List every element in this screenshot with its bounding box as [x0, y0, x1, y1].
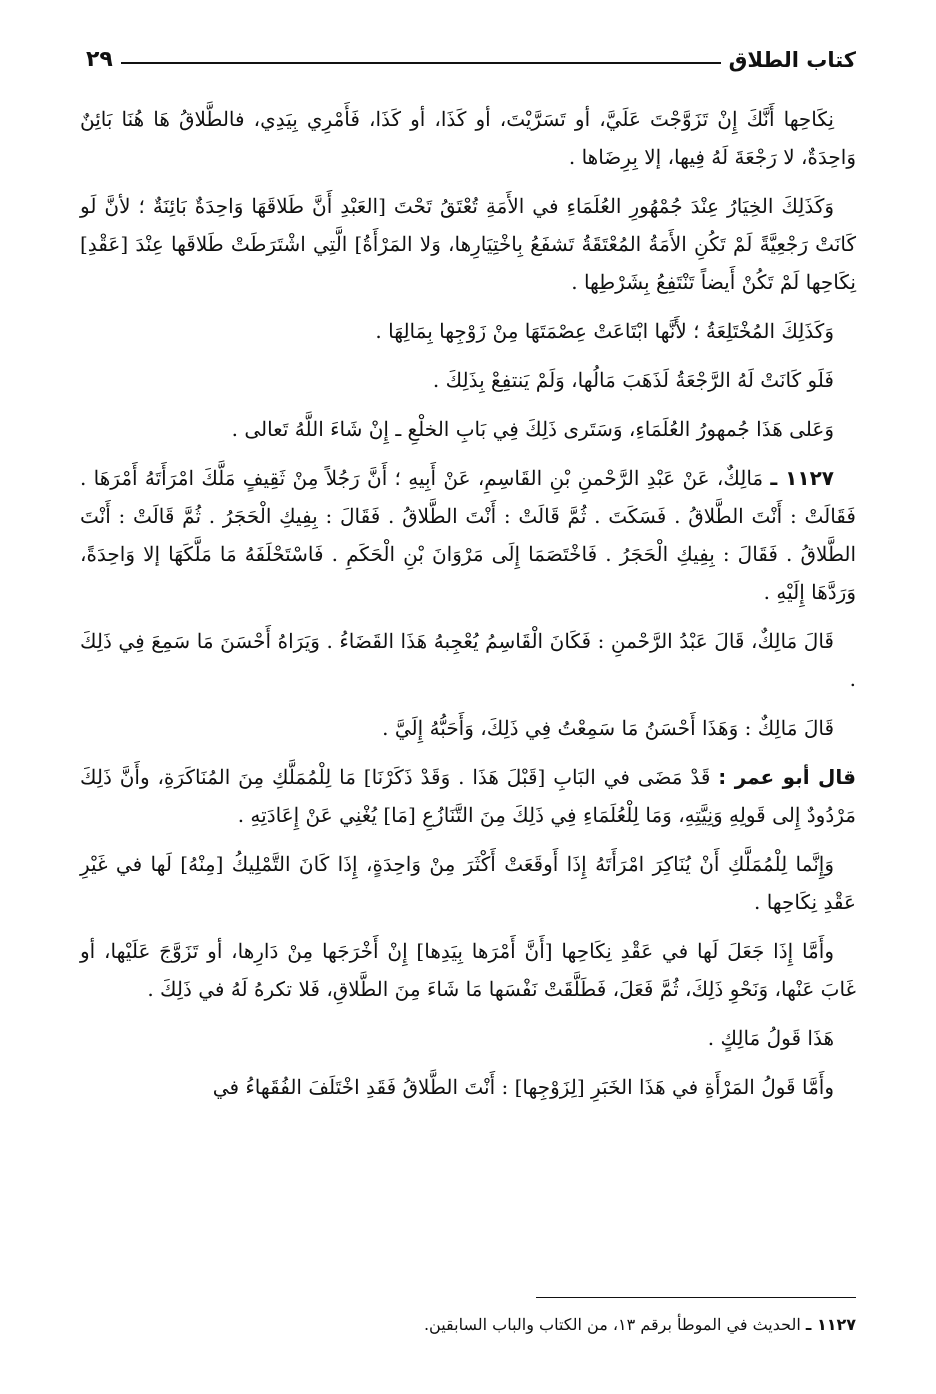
hadith-paragraph: ١١٢٧ ـ مَالِكٌ، عَنْ عَبْدِ الرَّحْمنِ بْنِ القَاسِمِ، عَنْ أَبِيهِ ؛ أَنَّ رَجُلاً مِنْ ثَقِيفٍ مَلَّكَ امْرَأَتَهُ أَمْرَهَا . فَقَالَتْ : أَنْتَ الطَّلاقُ . فَسَكَتَ . ثُمَّ قَالَتْ : أَنْتَ الطَّلاقُ . فَقَالَ : بِفِيكِ الْحَجَرُ . ثُمَّ قَالَتْ : أَنْتَ الطَّلاقُ . فَقَالَ : بِفِيكِ الْحَجَرُ . فَاخْتَصَمَا إِلَى مَرْوَانَ بْنِ الْحَكَمِ . فَاسْتَحْلَفَهُ مَا مَلَّكَهَا إلا وَاحِدَةً، وَرَدَّهَا إِلَيْهِ .	[80, 466, 857, 604]
commentary-paragraph: قال أبو عمر : قَدْ مَضَى في البَابِ [قَبْلَ هَذَا . وَقَدْ ذَكَرْنَا] مَا لِلْمُمَلَّكِ مِنَ المُنَاكَرَةِ، وأَنَّ ذَلِكَ مَرْدُودٌ إِلى قَولِهِ وَنِيَّتِهِ، وَمَا لِلْعُلَمَاءِ فِي ذَلِكَ مِنَ التَّنَازُعِ [مَا] يُغْنِي عَنْ إِعَادَتِهِ .	[80, 765, 857, 827]
footnote-rule	[536, 1297, 856, 1298]
running-header	[86, 36, 856, 72]
main-text	[80, 100, 856, 1117]
footnote	[80, 1312, 856, 1338]
paragraph: وَإِنَّما لِلْمُمَلَّكِ أَنْ يُنَاكِرَ امْرَأَتَهُ إِذَا أَوقَعَتْ أَكْثَرَ مِنْ وَاحِدَةٍ، إِذَا كَانَ التَّمْلِيكُ [مِنْهُ] لَها في غَيْرِ عَقْدِ نِكَاحِها .	[80, 852, 856, 914]
paragraph: وَعَلى هَذَا جُمهورُ العُلَمَاءِ، وَسَتَرى ذَلِكَ فِي بَابِ الخلْعِ ـ إِنْ شَاءَ اللَّهُ تَعالى .	[231, 417, 834, 441]
paragraph: وأَمَّا قَولُ المَرْأَةِ في هَذَا الخَبَرِ [لِزَوْجِها] : أَنْتَ الطَّلاقُ فَقَدِ اخْتَلَفَ الفُقَهاءُ في	[212, 1075, 834, 1099]
hadith-number: ١١٢٧ ـ	[770, 466, 834, 490]
footnote-number: ١١٢٧ ـ	[805, 1315, 856, 1334]
paragraph: نِكَاحِها أَنَّكَ إِنْ تَزَوَّجْتَ عَلَيَّ، أو تَسَرَّيْتَ، أو كَذَا، أو كَذَا، فَأَمْرِي بِيَدِي، فالطَّلاقُ هَا هُنَا بَائِنٌ وَاحِدَةٌ، لا رَجْعَةَ لَهُ فِيها، إلا بِرِضَاها .	[80, 107, 856, 169]
paragraph: قَالَ مَالِكٌ : وَهَذَا أَحْسَنُ مَا سَمِعْتُ فِي ذَلِكَ، وَأَحَبُّهُ إِلَيَّ .	[382, 716, 834, 740]
paragraph: وَكَذَلِكَ المُخْتَلِعَةُ ؛ لأَنَّها ابْتَاعَتْ عِصْمَتَهَا مِنْ زَوْجِها بِمَالِهَا .	[375, 319, 834, 343]
footnote-text: الحديث في الموطأ برقم ١٣، من الكتاب والباب السابقين.	[423, 1315, 801, 1334]
page-number: ٢٩	[86, 47, 113, 72]
paragraph: هَذَا قَولُ مَالِكٍ .	[707, 1026, 834, 1050]
paragraph: قَالَ مَالِكٌ، قَالَ عَبْدُ الرَّحْمنِ : فَكَانَ الْقَاسِمُ يُعْجِبهُ هَذَا القَضَاءُ . وَيَرَاهُ أَحْسَنَ مَا سَمِعَ فِي ذَلِكَ .	[80, 629, 856, 691]
header-rule	[121, 62, 721, 64]
book-title: كتاب الطلاق	[728, 48, 856, 72]
paragraph: وَكَذَلِكَ الخِيَارُ عِنْدَ جُمْهُورِ العُلَمَاءِ في الأَمَةِ تُعْتَقُ تَحْتَ [العَبْدِ أَنَّ طَلاقَهَا وَاحِدَةٌ بَائِنَةٌ ؛ لأنَّ لَو كَانَتْ رَجْعِيَّةً لَمْ تَكُنِ الأَمَةُ المُعْتَقَةُ تَشفَعُ بِاخْتِيَارِها، وَلا المَرْأَةُ] الَّتِي اشْتَرَطَتْ طَلاقَها عِنْدَ [عَقْدِ] نِكَاحِها لَمْ تَكُنْ أَيضاً تَنْتَفِعُ بِشَرْطِها .	[80, 194, 857, 294]
paragraph: فَلَو كَانَتْ لَهُ الرَّجْعَةُ لَذَهَبَ مَالُها، وَلَمْ يَنتفِعْ بِذَلِكَ .	[432, 368, 834, 392]
paragraph: وأَمَّا إِذَا جَعَلَ لَها في عَقْدِ نِكَاحِها [أَنَّ أَمْرَها بِيَدِها] إِنْ أَخْرَجَها مِنْ دَارِها، أو تَزَوَّجَ عَلَيْها، أو غَابَ عَنْها، وَنَحْوِ ذَلِكَ، ثُمَّ فَعَلَ، فَطَلَّقَتْ نَفْسَها مَا شَاءَ مِنَ الطَّلاقِ، فَلا تكرهُ لَهُ في ذَلِكَ .	[80, 939, 856, 1001]
speaker-label: قال أبو عمر :	[718, 765, 857, 789]
